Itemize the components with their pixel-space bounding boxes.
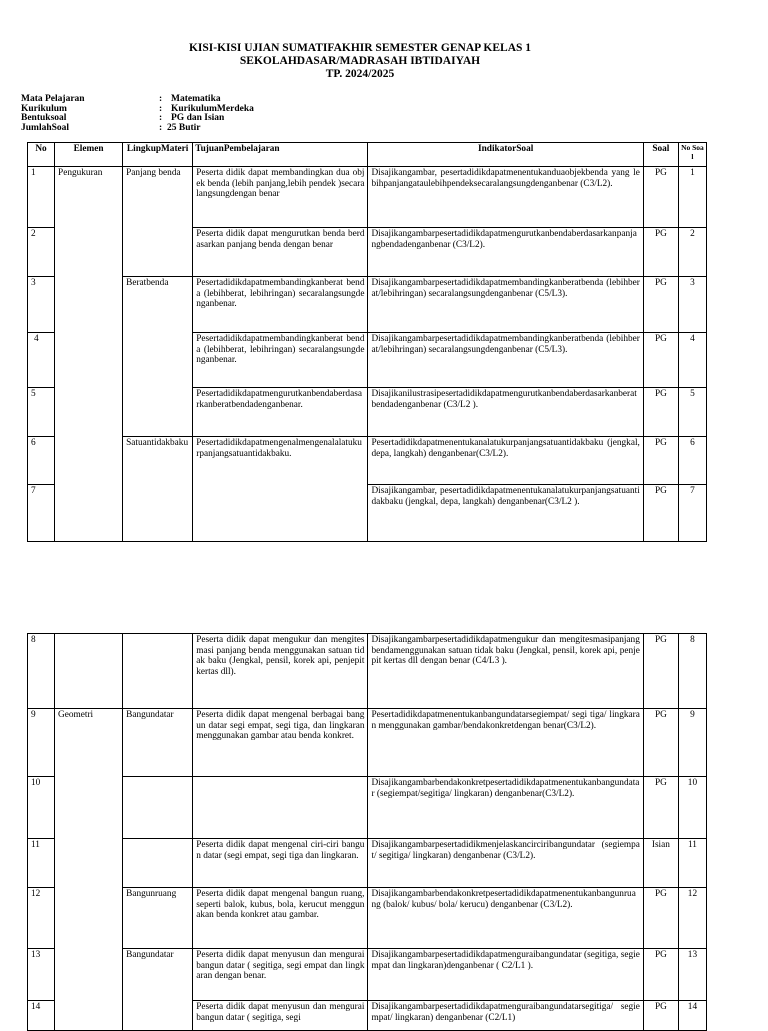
table-row: 6 Satuantidakbaku Pesertadidikdapatmengenalmengenalalatukurpanjangsatuantidakbaku. Pesertadidikdapatmenentukanalatukurpanjangsatuantidakbaku (jengkal, depa, langkah) denganbenar(C3/L2). PG 6 [28, 437, 707, 485]
table-row: 1 Pengukuran Panjang benda Peserta didik dapat membandingkan dua objek benda (lebih panjang,lebih pendek )secara langsungdengan benar Disajikangambar, pesertadidikdapatmenentukanduaobjekbenda yang lebihpanjangataulebihpendeksecaralangsungdenganbenar (C3/L2). PG 1 [28, 167, 707, 228]
col-header-elemen: Elemen [55, 143, 123, 167]
table-row: 14 Peserta didik dapat menyusun dan mengurai bangun datar ( segitiga, segi Disajikangambarpesertadidikdapatmenguraibangundatarsegitiga/ segiempat/ lingkaran) denganbenar (C2/L1) PG 14 [28, 1001, 707, 1031]
doc-title-line1: KISI-KISI UJIAN SUMATIFAKHIR SEMESTER GENAP KELAS 1 [188, 42, 532, 54]
table-row: 9 Geometri Bangundatar Peserta didik dapat mengenal berbagai bangun datar segi empat, segi tiga, dan lingkaran menggunakan gambar atau benda konkret. Pesertadidikdapatmenentukanbangundatarsegiempat/ segi tiga/ lingkaran menggunakan gambar/bendakonkretdengan benar(C3/L2). PG 9 [28, 709, 707, 777]
col-header-indikator: IndikatorSoal [368, 143, 643, 167]
table-row: 3 Beratbenda Pesertadidikdapatmembandingkanberat benda (lebihberat, lebihringan) secaralangsungdenganbenar. Disajikangambarpesertadidikdapatmembandingkanberatbenda (lebihberat/lebihringan) secaralangsungdenganbenar (C5/L3). PG 3 [28, 277, 707, 333]
col-header-soal: Soal [643, 143, 678, 167]
table-row: 5 Pesertadidikdapatmengurutkanbendaberdasarkanberatbendadenganbenar. Disajikanilustrasipesertadidikdapatmengurutkanbendaberdasarkanberatbendadenganbenar (C3/L2 ). PG 5 [28, 388, 707, 437]
table-row: 7 Disajikangambar, pesertadidikdapatmenentukanalatukurpanjangsatuantidakbaku (jengkal, depa, langkah) denganbenar(C3/L2 ). PG 7 [28, 485, 707, 542]
table-row: 12 Bangunruang Peserta didik dapat mengenal bangun ruang, seperti balok, kubus, bola, kerucut menggunakan benda konkret atau gambar. Disajikangambarbendakonkretpesertadidikdapatmenentukanbangunruang (balok/ kubus/ bola/ kerucu) denganbenar (C3/L2). PG 12 [28, 888, 707, 949]
col-header-nosoal: No Soal [678, 143, 706, 167]
kisi-table-page2 [27, 633, 707, 1031]
col-header-tujuan: TujuanPembelajaran [193, 143, 368, 167]
table-row: 8 Peserta didik dapat mengukur dan mengitesmasi panjang benda menggunakan satuan tidak baku (Jengkal, pensil, korek api, penjepit kertas dll). Disajikangambarpesertadidikdapatmengukur dan mengitesmasipanjangbendamenggunakan satuan tidak baku (Jengkal, pensil, korek api, penjepit kertas dll dengan benar (C4/L3 ). PG 8 [28, 634, 707, 709]
table-row: 13 Bangundatar Peserta didik dapat menyusun dan mengurai bangun datar ( segitiga, segi empat dan lingkaran dengan benar. Disajikangambarpesertadidikdapatmenguraibangundatar (segitiga, segiempat dan lingkaran)denganbenar ( C2/L1 ). PG 13 [28, 949, 707, 1001]
meta-block [21, 95, 371, 133]
doc-title-line2: SEKOLAHDASAR/MADRASAH IBTIDAIYAH [239, 55, 481, 67]
kisi-table-page1 [27, 142, 707, 542]
table-row: 2 Peserta didik dapat mengurutkan benda berdasarkan panjang benda dengan benar Disajikangambarpesertadidikdapatmengurutkanbendaberdasarkanpanjangbendadenganbenar (C3/L2). PG 2 [28, 228, 707, 277]
table-row: 10 Disajikangambarbendakonkretpesertadidikdapatmenentukanbangundatar (segiempat/segitiga/ lingkaran) denganbenar(C3/L2). PG 10 [28, 777, 707, 839]
meta-bentuksoal: Bentuksoal : PG dan Isian [21, 113, 225, 123]
table-row: 11 Peserta didik dapat mengenal ciri-ciri bangun datar (segi empat, segi tiga dan lingkaran. Disajikangambarpesertadidikmenjelaskancirciribangundatar (segiempat/ segitiga/ lingkaran) denganbenar (C3/L2). Isian 11 [28, 839, 707, 888]
meta-jumlahsoal: JumlahSoal : 25 Butir [21, 122, 201, 133]
table-row: 4 Pesertadidikdapatmembandingkanberat benda (lebihberat, lebihringan) secaralangsungdenganbenar. Disajikangambarpesertadidikdapatmembandingkanberatbenda (lebihberat/lebihringan) secaralangsungdenganbenar (C5/L3). PG 4 [28, 333, 707, 388]
col-header-no: No [28, 143, 55, 167]
table-header-row [28, 143, 707, 167]
doc-title-line3: TP. 2024/2025 [325, 68, 395, 80]
meta-mapel: Mata Pelajaran : Matematika [21, 94, 221, 104]
meta-kurikulum: Kurikulum : KurikulumMerdeka [21, 103, 254, 114]
col-header-lingkup: LingkupMateri [123, 143, 193, 167]
